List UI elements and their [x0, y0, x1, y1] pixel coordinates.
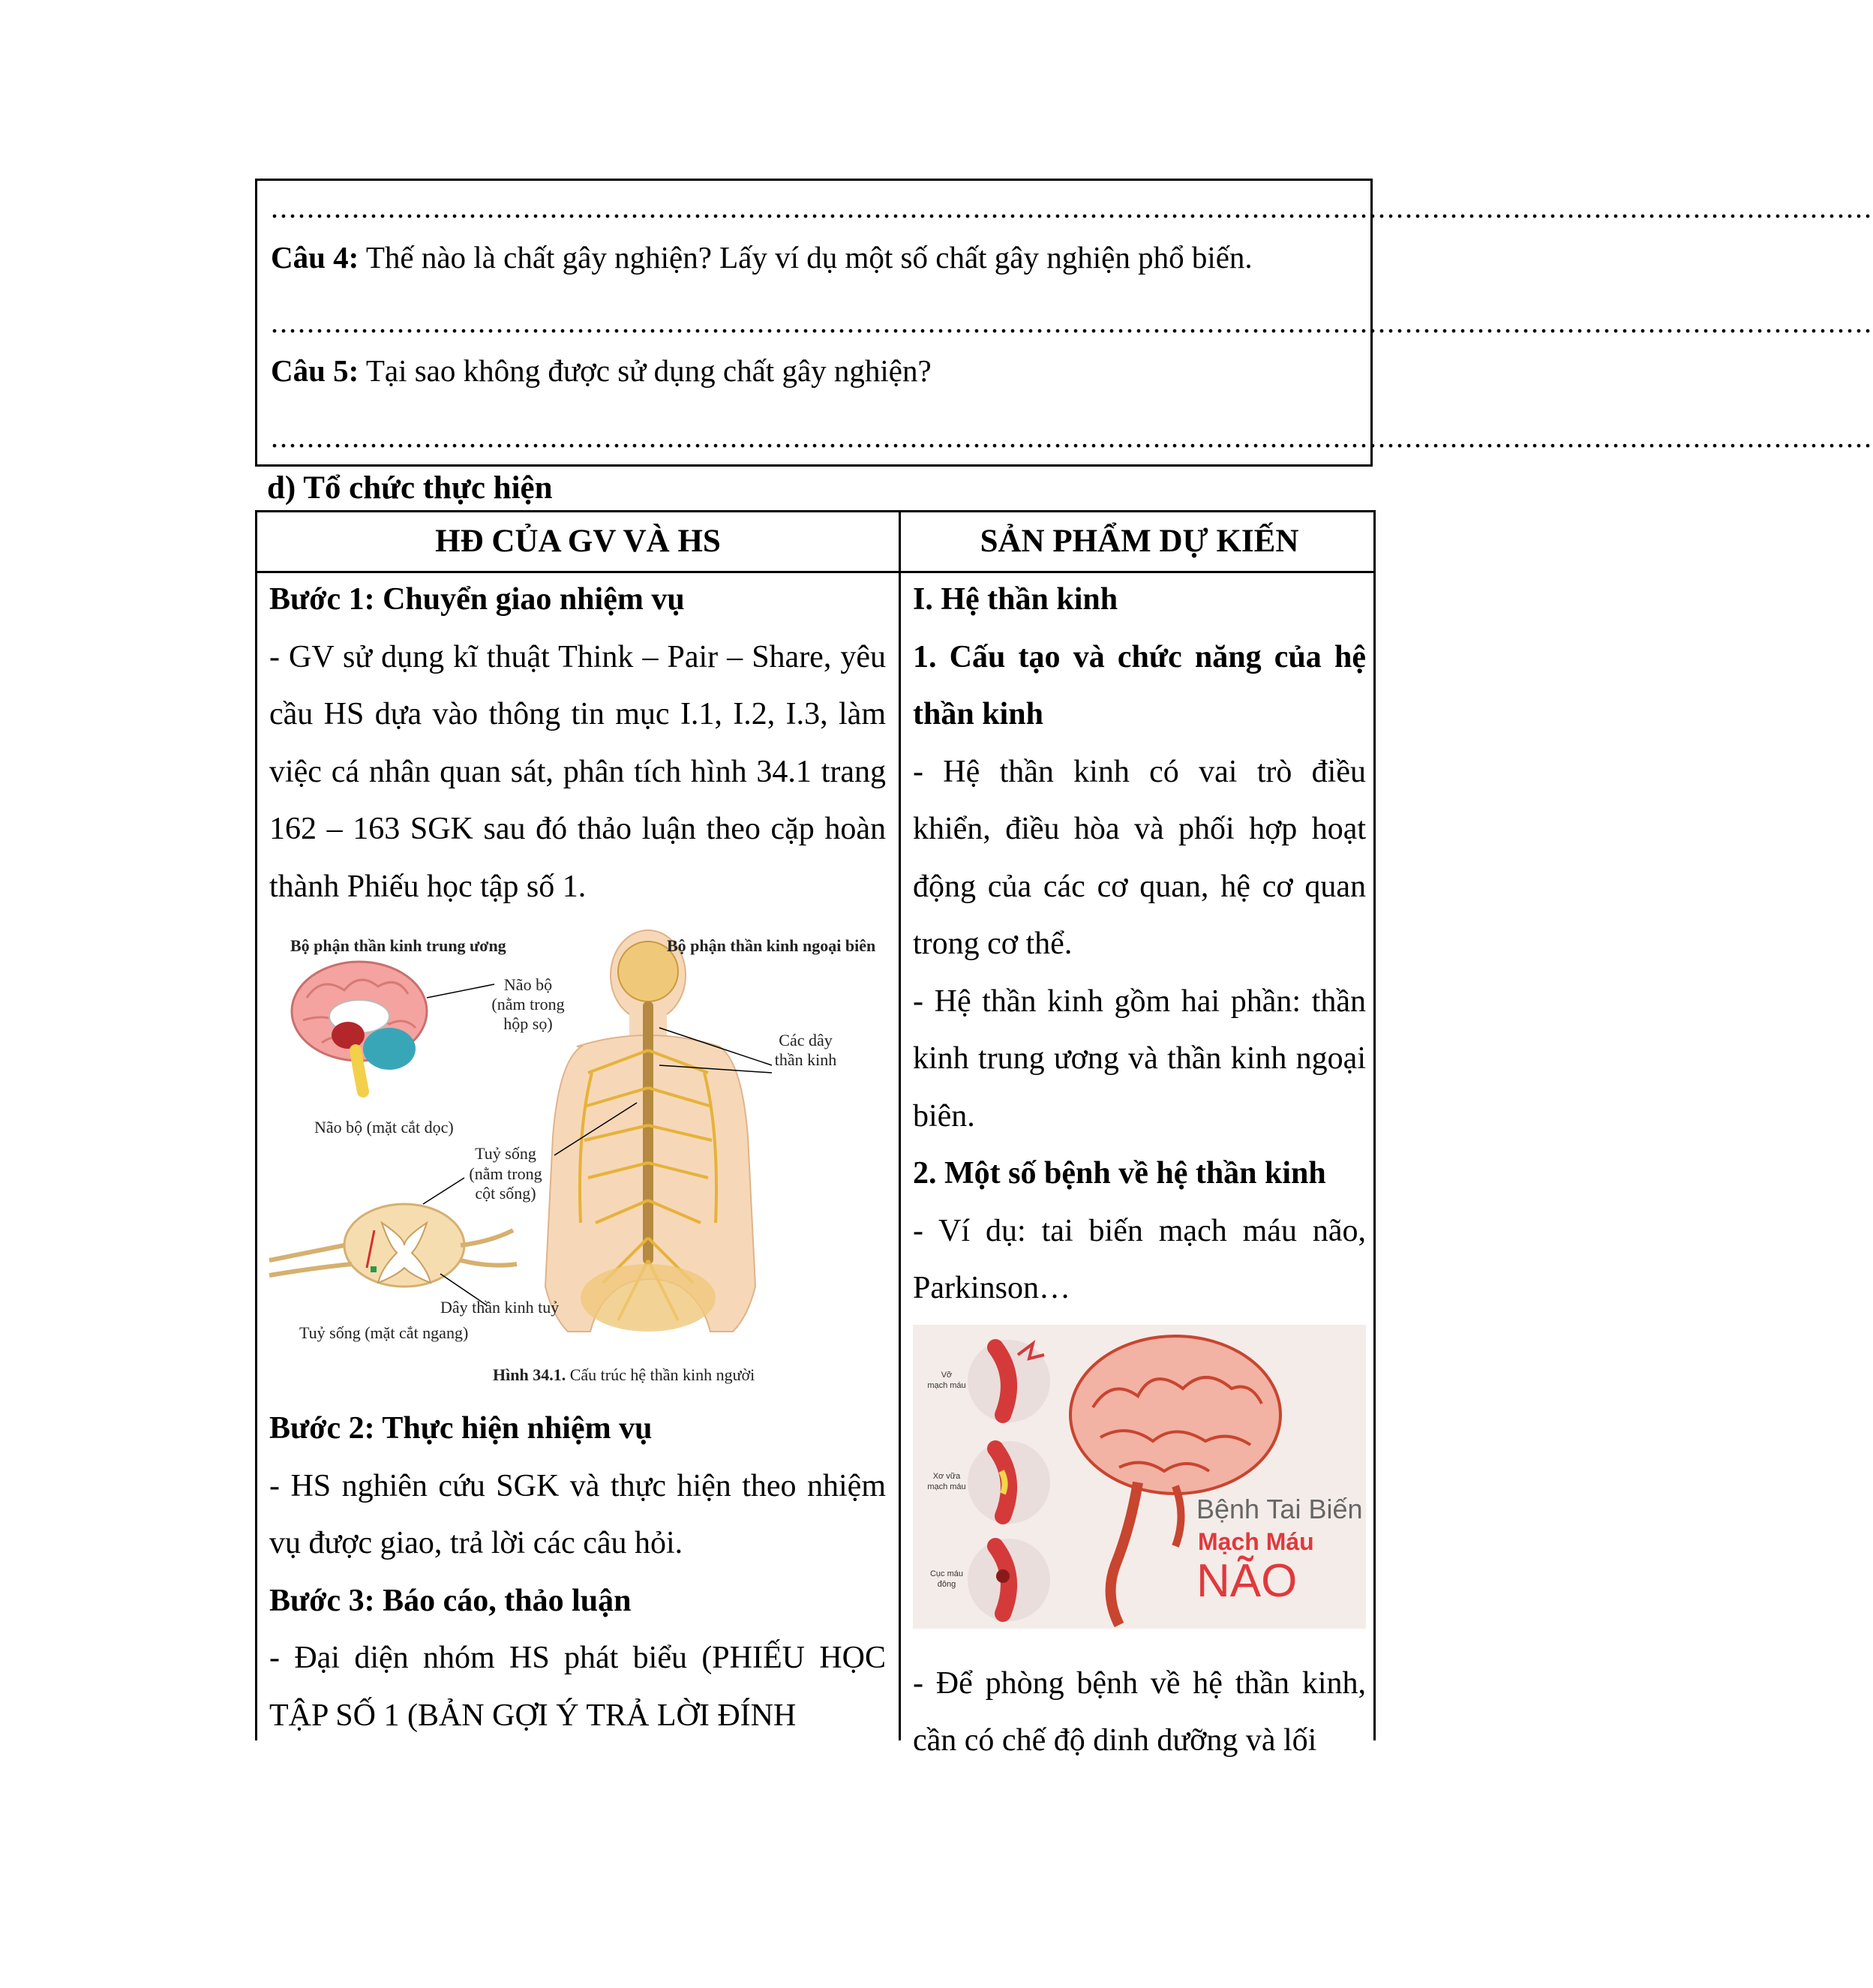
- step1-text: - GV sử dụng kĩ thuật Think – Pair – Share, yêu cầu HS dựa vào thông tin mục I.1, I.2, I.3, làm việc cá nhân quan sát, phân tích hình 34.1 trang 162 – 163 SGK sau đó thảo luận theo cặp hoàn thành Phiếu học tập số 1.: [269, 639, 886, 904]
- label-nerves-line1: Các dây: [779, 1031, 833, 1050]
- right-heading-3: 2. Một số bệnh về hệ thần kinh: [913, 1156, 1326, 1191]
- right-paragraph-4: - Để phòng bệnh về hệ thần kinh, cần có chế độ dinh dưỡng và lối: [913, 1665, 1366, 1758]
- right-heading-1: I. Hệ thần kinh: [913, 582, 1118, 617]
- question-4-text: Thế nào là chất gây nghiện? Lấy ví dụ một số chất gây nghiện phổ biến.: [359, 240, 1253, 275]
- left-column: [269, 571, 886, 1744]
- step1-title: Bước 1: Chuyển giao nhiệm vụ: [269, 582, 685, 617]
- label-cord-line2: (nằm trong: [469, 1164, 542, 1183]
- right-heading-2: 1. Cấu tạo và chức năng của hệ thần kinh: [913, 639, 1366, 731]
- question-box: [255, 179, 1873, 467]
- stroke-title-line2: Mạch Máu: [1198, 1527, 1314, 1555]
- label-athero-line2: mạch máu: [927, 1482, 966, 1491]
- step2-title: Bước 2: Thực hiện nhiệm vụ: [269, 1411, 653, 1446]
- right-paragraph-3: - Ví dụ: tai biến mạch máu não, Parkinson…: [913, 1213, 1366, 1305]
- label-brain-line3: hộp sọ): [503, 1014, 553, 1033]
- figure-caption-label: Hình 34.1.: [493, 1365, 566, 1384]
- section-title: d) Tổ chức thực hiện: [267, 470, 553, 506]
- label-central: Bộ phận thần kinh trung ương: [290, 936, 506, 955]
- label-brain-line2: (nằm trong: [491, 995, 565, 1014]
- right-column: [913, 571, 1366, 1770]
- question-5-text: Tại sao không được sử dụng chất gây nghiện?: [359, 353, 932, 388]
- brain-illustration: [292, 962, 427, 1092]
- figure-caption-text: Cấu trúc hệ thần kinh người: [566, 1365, 755, 1384]
- answer-dots-line: ..................................................................................................................................................................................: [271, 420, 1873, 454]
- spinal-cord-section-illustration: [269, 1204, 517, 1287]
- stroke-image: [913, 1325, 1366, 1629]
- question-4-label: Câu 4:: [271, 240, 359, 275]
- label-rupture-line1: Vỡ: [941, 1370, 953, 1380]
- nervous-system-figure: [269, 915, 886, 1395]
- right-paragraph-1: - Hệ thần kinh có vai trò điều khiển, điều hòa và phối hợp hoạt động của các cơ quan, hệ cơ quan trong cơ thể.: [913, 754, 1366, 961]
- label-spinal-nerve: Dây thần kinh tuỷ: [440, 1298, 560, 1317]
- label-cord-line3: cột sống): [475, 1184, 536, 1203]
- label-rupture-line2: mạch máu: [927, 1380, 966, 1390]
- label-athero-line1: Xơ vữa: [932, 1471, 961, 1481]
- label-clot-line2: đông: [937, 1579, 956, 1589]
- header-right: SẢN PHẨM DỰ KIẾN: [980, 524, 1299, 559]
- question-5: [271, 350, 932, 392]
- stroke-title-line3: NÃO: [1196, 1554, 1298, 1607]
- question-5-label: Câu 5:: [271, 353, 359, 388]
- step3-title: Bước 3: Báo cáo, thảo luận: [269, 1583, 632, 1618]
- label-cord-line1: Tuỷ sống: [475, 1144, 536, 1163]
- right-paragraph-2: - Hệ thần kinh gồm hai phần: thần kinh trung ương và thần kinh ngoại biên.: [913, 983, 1366, 1134]
- answer-dots-line: ..................................................................................................................................................................................: [271, 305, 1873, 339]
- label-brain-section: Não bộ (mặt cắt dọc): [314, 1118, 454, 1137]
- label-nerves-line2: thần kinh: [774, 1050, 837, 1069]
- answer-dots-line: ..................................................................................................................................................................................: [271, 191, 1873, 224]
- stroke-title-line1: Bệnh Tai Biến: [1196, 1493, 1363, 1524]
- activity-table: [255, 510, 1376, 1758]
- header-left: HĐ CỦA GV VÀ HS: [435, 524, 721, 559]
- label-peripheral: Bộ phận thần kinh ngoại biên: [667, 936, 876, 955]
- question-4: [271, 236, 1253, 278]
- label-brain-line1: Não bộ: [503, 975, 553, 994]
- nervous-system-illustration: [269, 915, 886, 1395]
- body-illustration: [545, 930, 755, 1332]
- figure-caption: [493, 1365, 755, 1384]
- step3-text: - Đại diện nhóm HS phát biểu (PHIẾU HỌC TẬP SỐ 1 (BẢN GỢI Ý TRẢ LỜI ĐÍNH: [269, 1641, 886, 1733]
- table-column-divider: [899, 512, 901, 1740]
- label-clot-line1: Cục máu: [929, 1569, 964, 1578]
- step2-text: - HS nghiên cứu SGK và thực hiện theo nhiệm vụ được giao, trả lời các câu hỏi.: [269, 1468, 886, 1560]
- stroke-illustration: [913, 1325, 1366, 1629]
- label-cord-section: Tuỷ sống (mặt cắt ngang): [299, 1323, 469, 1342]
